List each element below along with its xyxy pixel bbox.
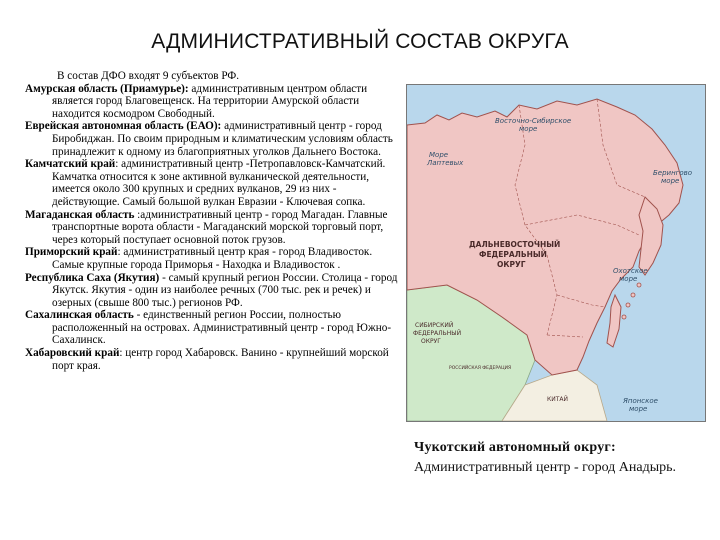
subject-entry bbox=[25, 309, 403, 347]
page-title: АДМИНИСТРАТИВНЫЙ СОСТАВ ОКРУГА bbox=[151, 30, 569, 53]
subject-entry bbox=[25, 347, 403, 372]
district-map bbox=[406, 84, 706, 422]
label-okhotsk-sea: Охотское море bbox=[613, 267, 648, 283]
chukotka-heading: Чукотский автономный округ: bbox=[414, 440, 616, 455]
subject-entry bbox=[25, 272, 403, 310]
subject-name: Камчатский край bbox=[25, 158, 116, 171]
subject-description: : центр город Хабаровск. Ванино - крупнейший морской порт края. bbox=[52, 347, 389, 372]
subject-description: :административный центр - город Магадан. Главные транспортные ворота области - Магаданский морской торговый порт, через который поступает основной поток грузов. bbox=[52, 208, 388, 246]
subject-name: Амурская область (Приамурье): bbox=[25, 82, 189, 95]
subject-name: Еврейская автономная область (ЕАО): bbox=[25, 120, 222, 133]
subject-name: Магаданская область bbox=[25, 208, 135, 221]
subject-description: : административный центр края - город Владивосток. Самые крупные города Приморья - Находка и Владивосток . bbox=[52, 246, 373, 271]
subject-entry bbox=[25, 158, 403, 208]
subject-description: : административный центр -Петропавловск-Камчатский. Камчатка относится к зоне активной вулканической деятельности, имеется около 300 крупных и средних вулканов, 29 из них - действующие. Самый большой вулкан Евразии - Ключевая сопка. bbox=[52, 158, 386, 208]
chukotka-caption bbox=[414, 440, 720, 476]
label-russia: РОССИЙСКАЯ ФЕДЕРАЦИЯ bbox=[449, 366, 512, 371]
label-china: КИТАЙ bbox=[547, 396, 569, 403]
subject-name: Республика Саха (Якутия) bbox=[25, 271, 160, 284]
subject-name: Сахалинская область bbox=[25, 309, 134, 322]
intro-text: В состав ДФО входят 9 субъектов РФ. bbox=[57, 70, 240, 82]
subjects-list bbox=[25, 83, 403, 373]
subject-entry bbox=[25, 246, 403, 271]
subject-entry bbox=[25, 83, 403, 121]
label-laptev-sea: Море Лаптевых bbox=[427, 151, 464, 167]
subject-entry bbox=[25, 120, 403, 158]
subject-description: административный центр - город Биробиджан. По своим природным и климатическим условиям область принадлежит к одному из благоприятных уголков Дальнего Востока. bbox=[52, 120, 393, 158]
label-siberian-district: СИБИРСКИЙ ФЕДЕРАЛЬНЫЙ ОКРУГ bbox=[413, 322, 462, 345]
label-far-east-district: ДАЛЬНЕВОСТОЧНЫЙ ФЕДЕРАЛЬНЫЙ ОКРУГ bbox=[469, 240, 561, 269]
subject-entry bbox=[25, 209, 403, 247]
subject-description: административным центром области является город Благовещенск. На территории Амурской области находится космодром Свободный. bbox=[52, 82, 368, 120]
label-east-siberian-sea: Восточно-Сибирское море bbox=[495, 117, 572, 133]
subject-name: Хабаровский край bbox=[25, 347, 120, 360]
subject-name: Приморский край bbox=[25, 246, 118, 259]
chukotka-center: Административный центр - город Анадырь. bbox=[414, 460, 677, 475]
map-svg bbox=[407, 85, 705, 421]
subject-description: - единственный регион России, полностью расположенный на островах. Административный центр - город Южно-Сахалинск. bbox=[52, 309, 392, 347]
label-japan-sea: Японское море bbox=[623, 397, 658, 413]
subjects-text bbox=[25, 70, 403, 372]
subject-description: - самый крупный регион России. Столица - город Якутск. Якутия - один из наиболее речных (700 тыс. рек и речек) и озерных (свыше 800 тыс.) регионов РФ. bbox=[52, 271, 398, 309]
label-bering-sea: Берингово море bbox=[653, 169, 693, 185]
